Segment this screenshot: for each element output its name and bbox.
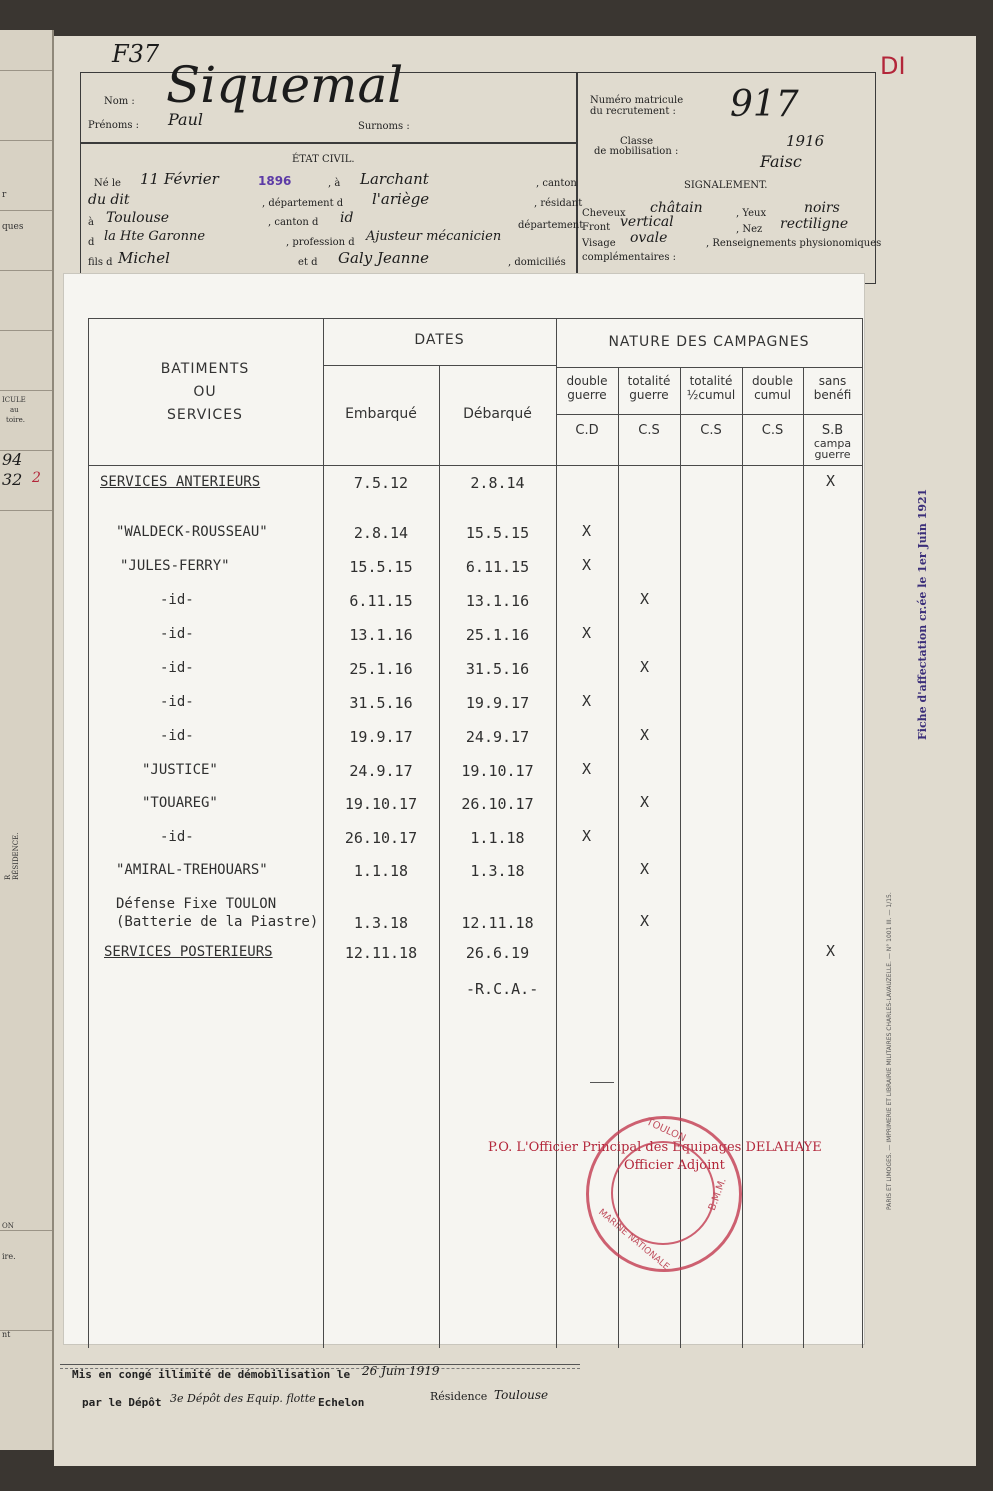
- campaign-subheader-code: C.S: [638, 423, 660, 438]
- profession-value: Ajusteur mécanicien: [366, 229, 502, 244]
- prev-word: r: [2, 190, 7, 200]
- marine-nationale-stamp: [586, 1116, 742, 1272]
- row-service: "AMIRAL-TREHOUARS": [116, 862, 268, 878]
- campaign-subheader-label: totalité ½cumul: [686, 374, 736, 402]
- campaign-subheader-extra: campa guerre: [813, 437, 852, 461]
- row-service-line2: (Batterie de la Piastre): [116, 914, 319, 930]
- row-service: -id-: [160, 660, 194, 676]
- classe-label-1: Classe: [620, 136, 653, 147]
- row-campaign-mark: X: [582, 827, 592, 845]
- folio-number: F37: [112, 40, 160, 68]
- prenom-value: Paul: [168, 110, 204, 129]
- previous-page-edge: [0, 30, 54, 1450]
- row-campaign-mark: X: [640, 793, 650, 811]
- matricule-label-2: du recrutement :: [590, 106, 676, 117]
- corner-mark: DI: [880, 52, 906, 80]
- classe-place: Faisc: [760, 152, 802, 171]
- stamp-text-left: MARINE NATIONALE: [596, 1207, 671, 1273]
- nez-label: , Nez: [736, 224, 763, 235]
- nom-value: Siquemal: [166, 56, 404, 114]
- signature-line-2: Officier Adjoint: [624, 1158, 725, 1173]
- prev-word: nt: [2, 1330, 11, 1339]
- row-service: "TOUAREG": [142, 795, 218, 811]
- ne-le-label: Né le: [94, 178, 121, 189]
- campaign-subheader-code: C.S: [700, 423, 722, 438]
- campaign-subheader-label: totalité guerre: [627, 374, 671, 402]
- front-value: vertical: [620, 214, 674, 230]
- row-embarque: 2.8.14: [353, 524, 409, 542]
- canton-d-value: id: [340, 210, 354, 226]
- row-embarque: 12.11.18: [344, 944, 418, 962]
- visage-value: ovale: [630, 230, 668, 246]
- echelon-label: Echelon: [318, 1396, 365, 1409]
- stamp-text-top: TOULON: [644, 1116, 688, 1145]
- row-debarque: 26.6.19: [465, 944, 530, 962]
- row-campaign-mark: X: [640, 726, 650, 744]
- canton-value: du dit: [88, 192, 130, 208]
- row-campaign-mark: X: [640, 658, 650, 676]
- row-service: "WALDECK-ROUSSEAU": [116, 524, 268, 540]
- renseignements-label: , Renseignements physionomiques: [706, 238, 882, 249]
- row-debarque: 2.8.14: [470, 474, 525, 492]
- row-embarque: 1.1.18: [353, 862, 409, 880]
- matricule-label-1: Numéro matricule: [590, 95, 684, 106]
- row-embarque: 24.9.17: [349, 762, 413, 780]
- nom-label: Nom :: [104, 96, 135, 107]
- depot-label: par le Dépôt: [82, 1396, 162, 1409]
- row-debarque: 12.11.18: [461, 914, 534, 932]
- fils-label: fils d: [88, 257, 113, 268]
- prev-word: R RÉSIDENCE.: [4, 832, 20, 880]
- row-debarque: 24.9.17: [465, 728, 530, 746]
- birth-year: 1896: [258, 174, 292, 188]
- row-debarque: 1.3.18: [470, 862, 525, 880]
- row-embarque: 1.3.18: [353, 914, 409, 932]
- row-campaign-mark: X: [582, 692, 592, 710]
- a-label: , à: [328, 178, 341, 189]
- prev-word: ICULE: [2, 396, 26, 404]
- row-debarque: 31.5.16: [465, 660, 530, 678]
- surnoms-label: Surnoms :: [358, 121, 410, 132]
- row-debarque: 19.10.17: [461, 762, 534, 780]
- prev-word: 2: [32, 470, 41, 486]
- row-debarque: 13.1.16: [465, 592, 530, 610]
- campaign-subheader-label: sans benéfi: [813, 374, 852, 402]
- row-campaign-mark: X: [582, 760, 592, 778]
- row-debarque: 6.11.15: [465, 558, 530, 576]
- row-service: -id-: [160, 829, 194, 845]
- yeux-label: , Yeux: [736, 208, 767, 219]
- departement2-prefix: d: [88, 237, 95, 248]
- prev-word: ON: [2, 1222, 14, 1230]
- yeux-value: noirs: [804, 200, 840, 216]
- row-embarque: 25.1.16: [349, 660, 413, 678]
- campaign-subheader-code: C.S: [761, 423, 784, 438]
- depot-value: 3e Dépôt des Equip. flotte: [170, 1392, 316, 1405]
- departement2-label: département: [518, 220, 584, 231]
- col-debarque-header: Débarqué: [463, 406, 532, 422]
- et-label: et d: [298, 257, 318, 268]
- row-service: Défense Fixe TOULON: [116, 896, 277, 912]
- prev-word: 94: [2, 450, 23, 469]
- cheveux-value: châtain: [650, 200, 703, 216]
- row-service: SERVICES POSTERIEURS: [104, 944, 273, 960]
- campaign-subheader-label: double cumul: [752, 374, 793, 402]
- row-debarque: 26.10.17: [461, 795, 534, 813]
- row-debarque: 19.9.17: [465, 694, 530, 712]
- pere-value: Michel: [118, 249, 170, 267]
- visage-label: Visage: [582, 238, 616, 249]
- residant-label: , résidant: [534, 198, 583, 209]
- row-debarque: 25.1.16: [465, 626, 530, 644]
- cheveux-label: Cheveux: [582, 208, 626, 219]
- row-campaign-mark: X: [640, 912, 650, 930]
- classe-label-2: de mobilisation :: [594, 146, 679, 157]
- row-service: -id-: [160, 694, 194, 710]
- residence-label: Résidence: [430, 1390, 488, 1403]
- signature-line-1: P.O. L'Officier Principal des Equipages DELAHAYE: [488, 1140, 822, 1155]
- ne-le-value: 11 Février: [140, 170, 219, 188]
- departement-label: , département d: [262, 198, 344, 209]
- profession-label: , profession d: [286, 237, 355, 248]
- prenoms-label: Prénoms :: [88, 120, 140, 131]
- row-campaign-mark: X: [826, 942, 836, 960]
- printer-note: PARIS ET LIMOGES. — IMPRIMERIE ET LIBRAIRIE MILITAIRES CHARLES-LAVAUZELLE. — N° 1001 III. — 1/15.: [886, 892, 893, 1210]
- row-campaign-mark: X: [640, 860, 650, 878]
- row-service: -id-: [160, 626, 194, 642]
- row-campaign-mark: X: [826, 472, 836, 490]
- row-debarque: 1.1.18: [470, 829, 525, 847]
- canton-label: , canton: [536, 178, 577, 189]
- complementaires-label: complémentaires :: [582, 252, 677, 263]
- birth-place: Larchant: [360, 170, 429, 188]
- row-embarque: 15.5.15: [349, 558, 413, 576]
- rca-dash: [590, 1082, 614, 1083]
- footer-rule: [60, 1364, 580, 1365]
- prev-word: au: [10, 406, 19, 414]
- campaign-subheader-code: C.D: [575, 423, 599, 438]
- row-embarque: 19.10.17: [344, 795, 418, 813]
- col-batiments-header: BATIMENTS OU SERVICES: [160, 361, 250, 423]
- stamp-text-right: B.M.M.: [706, 1176, 729, 1213]
- row-service: "JUSTICE": [142, 762, 218, 778]
- residence-value: Toulouse: [494, 1388, 549, 1402]
- etat-civil-title: ÉTAT CIVIL.: [292, 154, 355, 165]
- front-label: Front: [582, 222, 611, 233]
- domicilies-label: , domiciliés: [508, 257, 566, 268]
- rca-mark: -R.C.A.-: [466, 980, 539, 998]
- prev-word: ques: [2, 222, 24, 232]
- canton-d-label: , canton d: [268, 217, 319, 228]
- conge-date: 26 Juin 1919: [362, 1364, 440, 1378]
- row-service: -id-: [160, 728, 194, 744]
- col-nature-header: NATURE DES CAMPAGNES: [608, 334, 810, 350]
- fiche-side-note: Fiche d'affectation cr.ée le 1er Juin 1921: [916, 488, 929, 740]
- signalement-title: SIGNALEMENT.: [684, 180, 768, 191]
- departement2-value: la Hte Garonne: [104, 229, 206, 244]
- prev-word: 32: [2, 470, 23, 489]
- conge-label: Mis en congé illimité de démobilisation le: [72, 1368, 351, 1381]
- matricule-value: 917: [730, 84, 799, 125]
- mere-value: Galy Jeanne: [338, 249, 429, 267]
- row-campaign-mark: X: [582, 522, 592, 540]
- prev-word: ire.: [2, 1252, 16, 1261]
- row-campaign-mark: X: [582, 556, 592, 574]
- campaign-subheader-code: S.B: [821, 423, 844, 438]
- row-campaign-mark: X: [640, 590, 650, 608]
- row-campaign-mark: X: [582, 624, 592, 642]
- col-embarque-header: Embarqué: [345, 406, 417, 422]
- row-embarque: 19.9.17: [349, 728, 413, 746]
- row-embarque: 13.1.16: [349, 626, 413, 644]
- row-service: -id-: [160, 592, 194, 608]
- campaign-subheader-label: double guerre: [566, 374, 608, 402]
- residant-value: Toulouse: [106, 210, 170, 226]
- nez-value: rectiligne: [780, 216, 849, 232]
- row-service: SERVICES ANTERIEURS: [100, 474, 261, 490]
- row-debarque: 15.5.15: [465, 524, 530, 542]
- row-service: "JULES-FERRY": [120, 558, 230, 574]
- residant-a-label: à: [88, 217, 94, 228]
- col-dates-header: DATES: [414, 332, 465, 348]
- classe-value: 1916: [786, 132, 825, 150]
- departement-value: l'ariège: [372, 190, 430, 208]
- prev-word: toire.: [6, 416, 25, 424]
- row-embarque: 31.5.16: [349, 694, 413, 712]
- row-embarque: 7.5.12: [353, 474, 409, 492]
- row-embarque: 26.10.17: [344, 829, 418, 847]
- row-embarque: 6.11.15: [349, 592, 413, 610]
